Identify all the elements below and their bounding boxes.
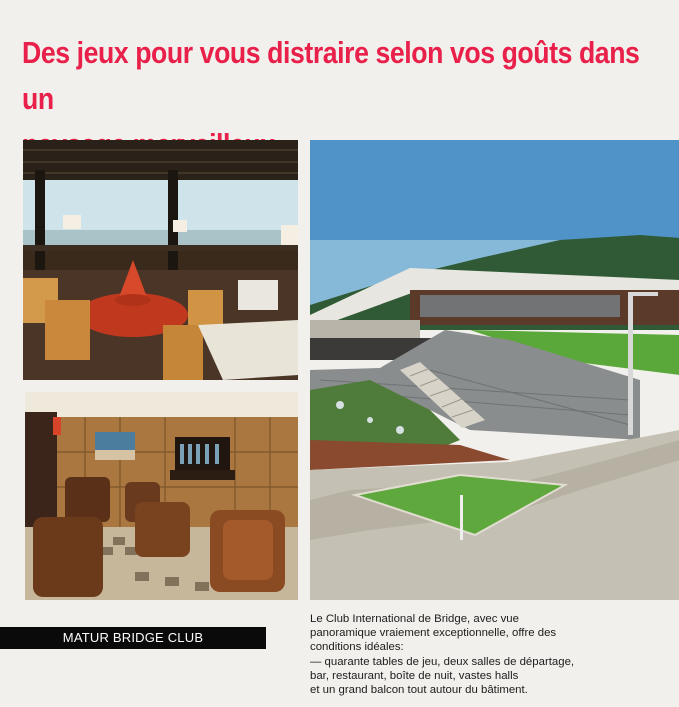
lounge-photo	[23, 140, 298, 380]
caption-line: conditions idéales:	[310, 641, 404, 654]
bar-photo	[25, 392, 298, 600]
watermark-label: MATUR BRIDGE CLUB	[0, 627, 266, 649]
caption-line: panoramique vraiement exceptionnelle, offre des	[310, 627, 557, 640]
caption-line: et un grand balcon tout autour du bâtiment.	[310, 684, 528, 697]
headline-line-1: Des jeux pour vous distraire selon vos goûts dans un	[22, 35, 640, 116]
building-photo	[310, 140, 679, 600]
caption-line: Le Club International de Bridge, avec vue	[310, 613, 519, 625]
caption-line: bar, restaurant, boîte de nuit, vastes halls	[310, 669, 519, 682]
caption-text	[310, 612, 650, 697]
caption-line: — quarante tables de jeu, deux salles de départage,	[310, 655, 575, 668]
